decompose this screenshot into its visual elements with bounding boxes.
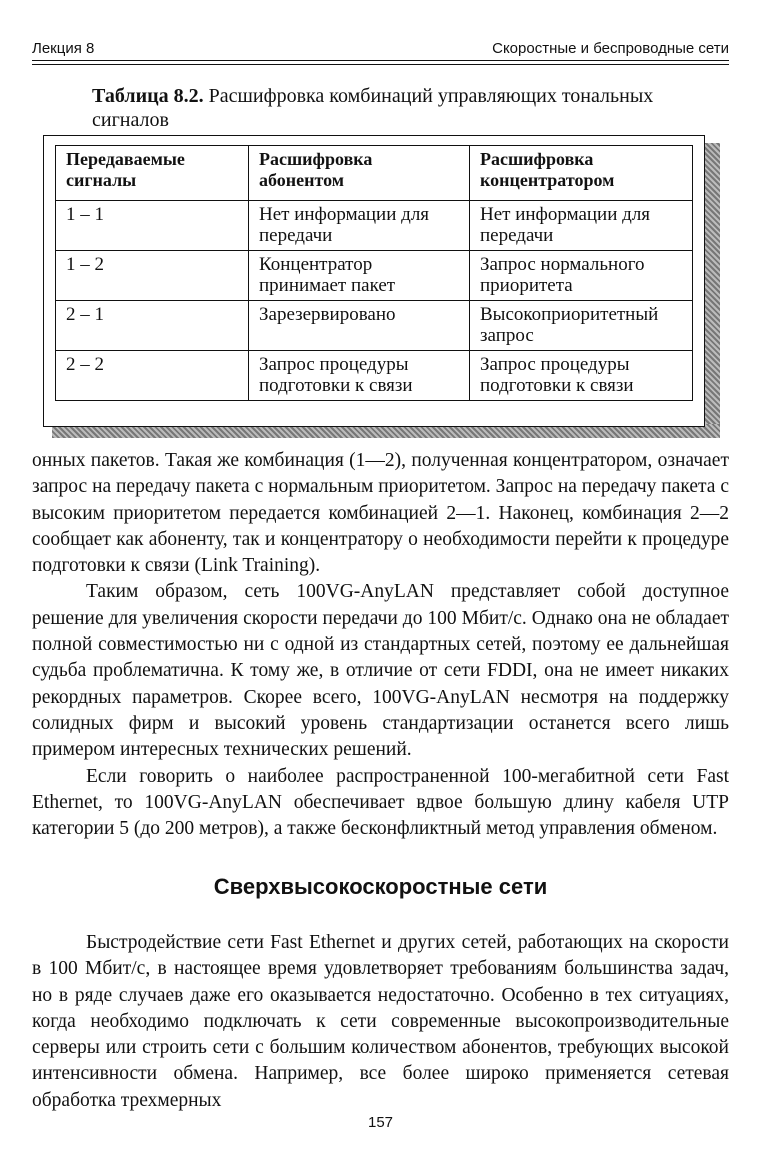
section-heading: Сверхвысокоскоростные сети <box>213 874 548 899</box>
table-caption-label: Таблица 8.2. <box>92 85 204 107</box>
header-chapter-title: Скоростные и беспроводные сети <box>492 40 729 57</box>
table-cell-signal: 2 – 2 <box>56 351 249 401</box>
column-header-signals: Передаваемые сигналы <box>56 146 249 201</box>
table-caption-text: Расшифровка комбинаций управляющих тональных сигналов <box>92 85 654 131</box>
header-rule <box>32 60 729 61</box>
table-cell-signal: 2 – 1 <box>56 301 249 351</box>
signals-table <box>55 145 693 401</box>
table-cell-subscriber: Зарезервировано <box>249 301 470 351</box>
table-cell-hub: Нет информации для передачи <box>470 201 693 251</box>
paragraph: Таким образом, сеть 100VG-AnyLAN представляет собой доступное решение для увеличения скорости передачи до 100 Мбит/с. Однако она не обладает полной совместимостью ни с одной из стандартных сетей, поэтому ее дальнейшая судьба проблематична. К тому же, в отличие от сети FDDI, она не имеет никаких рекордных параметров. Скорее всего, 100VG-AnyLAN несмотря на поддержку солидных фирм и высокий уровень стандартизации останется всего лишь примером интересных технических решений. <box>32 581 729 761</box>
table-cell-signal: 1 – 1 <box>56 201 249 251</box>
header-lecture-label: Лекция 8 <box>32 40 95 57</box>
paragraph: Если говорить о наиболее распространенной 100-мегабитной сети Fast Ethernet, то 100VG-AnyLAN обеспечивает вдвое большую длину кабеля UTP категории 5 (до 200 метров), а также бесконфликтный метод управления обменом. <box>32 765 729 840</box>
table-row <box>56 301 693 351</box>
table-cell-signal: 1 – 2 <box>56 251 249 301</box>
table-cell-hub: Запрос нормального приоритета <box>470 251 693 301</box>
table-cell-hub: Высокоприоритетный запрос <box>470 301 693 351</box>
table-caption <box>92 84 702 132</box>
column-header-subscriber: Расшифровка абонентом <box>249 146 470 201</box>
column-header-hub: Расшифровка концентратором <box>470 146 693 201</box>
table-header-row <box>56 146 693 201</box>
section-body-text <box>32 930 729 1114</box>
table-cell-hub: Запрос процедуры подготовки к связи <box>470 351 693 401</box>
table-row <box>56 351 693 401</box>
body-text <box>32 448 729 842</box>
table-row <box>56 201 693 251</box>
page-number: 157 <box>367 1114 394 1131</box>
table-cell-subscriber: Запрос процедуры подготовки к связи <box>249 351 470 401</box>
paragraph-continued: онных пакетов. Такая же комбинация (1—2), полученная концентратором, означает запрос на передачу пакета с нормальным приоритетом. Запрос на передачу пакета с высоким приоритетом передается комбинацией 2—1. Наконец, комбинация 2—2 сообщает как абоненту, так и концентратору о необходимости перейти к процедуре подготовки к связи (Link Training). <box>32 450 729 577</box>
table-cell-subscriber: Нет информации для передачи <box>249 201 470 251</box>
table-row <box>56 251 693 301</box>
table-cell-subscriber: Концентратор принимает пакет <box>249 251 470 301</box>
running-header <box>32 36 729 62</box>
header-rule-thin <box>32 64 729 65</box>
paragraph: Быстродействие сети Fast Ethernet и других сетей, работающих на скорости в 100 Мбит/с, в настоящее время удовлетворяет требованиям большинства задач, но в ряде случаев даже его оказывается недостаточно. Особенно в тех ситуациях, когда необходимо подключать к сети современные высокопроизводительные серверы или строить сети с большим количеством абонентов, требующих высокой интенсивности обмена. Например, все более широко применяется сетевая обработка трехмерных <box>32 932 729 1111</box>
